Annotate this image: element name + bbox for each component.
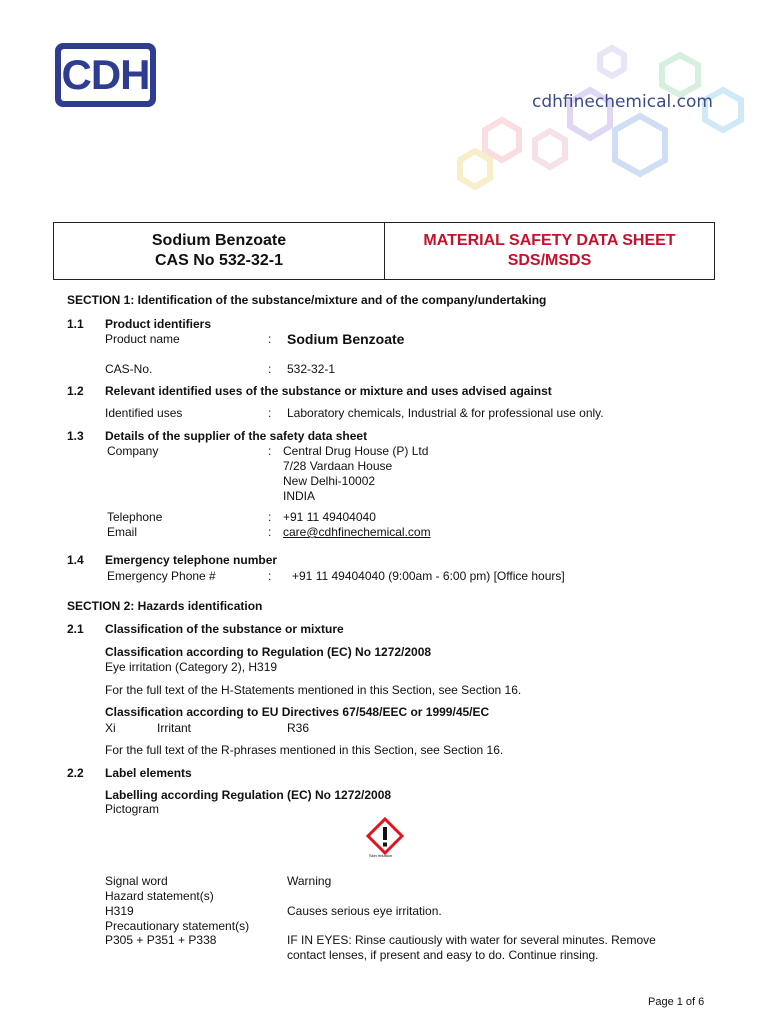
- signal-label: Signal word: [105, 874, 168, 888]
- colon: :: [268, 362, 272, 376]
- hexagon-shape: [485, 120, 519, 160]
- company-line-3: New Delhi-10002: [283, 474, 376, 488]
- header-left: [54, 231, 384, 271]
- hexagon-shape: [600, 48, 624, 76]
- colon: :: [268, 406, 272, 420]
- doc-title: MATERIAL SAFETY DATA SHEET: [423, 232, 676, 249]
- product-name-value: Sodium Benzoate: [287, 331, 405, 347]
- s13-num: 1.3: [67, 429, 84, 443]
- product-title: Sodium Benzoate: [151, 232, 287, 249]
- telephone-value: +91 11 49404040: [283, 510, 376, 524]
- email-label: Email: [107, 525, 138, 539]
- cdh-logo: [55, 43, 156, 107]
- s22-heading: Label elements: [105, 766, 192, 780]
- reg-note: For the full text of the H-Statements mentioned in this Section, see Section 16.: [105, 683, 522, 697]
- s14-num: 1.4: [67, 553, 84, 567]
- s22-num: 2.2: [67, 766, 84, 780]
- h-text: Causes serious eye irritation.: [287, 904, 442, 918]
- company-line-1: Central Drug House (P) Ltd: [283, 444, 429, 458]
- hexagon-shape: [460, 151, 490, 187]
- cas-label: CAS-No.: [105, 362, 153, 376]
- eu-note: For the full text of the R-phrases mentioned in this Section, see Section 16.: [105, 743, 504, 757]
- colon: :: [268, 525, 272, 539]
- doc-subtitle: SDS/MSDS: [507, 252, 592, 269]
- emergency-phone-label: Emergency Phone #: [107, 569, 216, 583]
- company-line-4: INDIA: [283, 489, 316, 503]
- s11-heading: Product identifiers: [105, 317, 212, 331]
- s12-num: 1.2: [67, 384, 84, 398]
- colon: :: [268, 569, 272, 583]
- emergency-phone-value: +91 11 49404040 (9:00am - 6:00 pm) [Office hours]: [292, 569, 565, 583]
- colon: :: [268, 510, 272, 524]
- hazard-label: Hazard statement(s): [105, 889, 214, 903]
- cas-title: CAS No 532-32-1: [154, 252, 284, 269]
- company-line-2: 7/28 Vardaan House: [283, 459, 393, 473]
- molecule-graphic: [440, 20, 768, 220]
- uses-label: Identified uses: [105, 406, 183, 420]
- logo-text: CDH: [61, 51, 150, 98]
- reg-value: Eye irritation (Category 2), H319: [105, 660, 278, 674]
- website-url: cdhfinechemical.com: [532, 92, 713, 112]
- eu-heading: Classification according to EU Directives 67/548/EEC or 1999/45/EC: [105, 705, 490, 719]
- signal-value: Warning: [287, 874, 332, 888]
- s12-heading: Relevant identified uses of the substance or mixture and uses advised against: [105, 384, 552, 398]
- colon: :: [268, 332, 272, 346]
- hexagon-shape: [662, 55, 698, 95]
- product-name-label: Product name: [105, 332, 180, 346]
- s21-heading: Classification of the substance or mixture: [105, 622, 344, 636]
- s21-num: 2.1: [67, 622, 84, 636]
- hexagon-shape: [535, 131, 565, 167]
- section2-title: SECTION 2: Hazards identification: [67, 599, 263, 613]
- reg-heading: Classification according to Regulation (EC) No 1272/2008: [105, 645, 432, 659]
- pictogram-label: Pictogram: [105, 802, 160, 816]
- eu-class: Irritant: [157, 721, 192, 735]
- s11-num: 1.1: [67, 317, 84, 331]
- header-right: [385, 231, 714, 271]
- company-label: Company: [107, 444, 159, 458]
- h-code: H319: [105, 904, 134, 918]
- section1-title: SECTION 1: Identification of the substance/mixture and of the company/undertaking: [67, 293, 547, 307]
- eu-symbol: Xi: [105, 721, 116, 735]
- page-number: Page 1 of 6: [648, 996, 705, 1008]
- exclamation-pictogram-icon: [366, 817, 404, 855]
- colon: :: [268, 444, 272, 458]
- p-text-line-1: IF IN EYES: Rinse cautiously with water for several minutes. Remove: [287, 933, 656, 947]
- document-header-box: [53, 222, 715, 280]
- precaution-label: Precautionary statement(s): [105, 919, 250, 933]
- hexagon-shape: [615, 116, 665, 174]
- telephone-label: Telephone: [107, 510, 163, 524]
- p-code: P305 + P351 + P338: [105, 933, 217, 947]
- uses-value: Laboratory chemicals, Industrial & for professional use only.: [287, 406, 604, 420]
- s14-heading: Emergency telephone number: [105, 553, 278, 567]
- email-link[interactable]: care@cdhfinechemical.com: [283, 525, 431, 539]
- p-text-line-2: contact lenses, if present and easy to do. Continue rinsing.: [287, 948, 599, 962]
- eu-phrase: R36: [287, 721, 310, 735]
- s13-heading: Details of the supplier of the safety data sheet: [105, 429, 368, 443]
- cas-value: 532-32-1: [287, 362, 336, 376]
- pictogram-caption: Skin irritation: [369, 853, 393, 858]
- labelling-heading: Labelling according Regulation (EC) No 1272/2008: [105, 788, 392, 802]
